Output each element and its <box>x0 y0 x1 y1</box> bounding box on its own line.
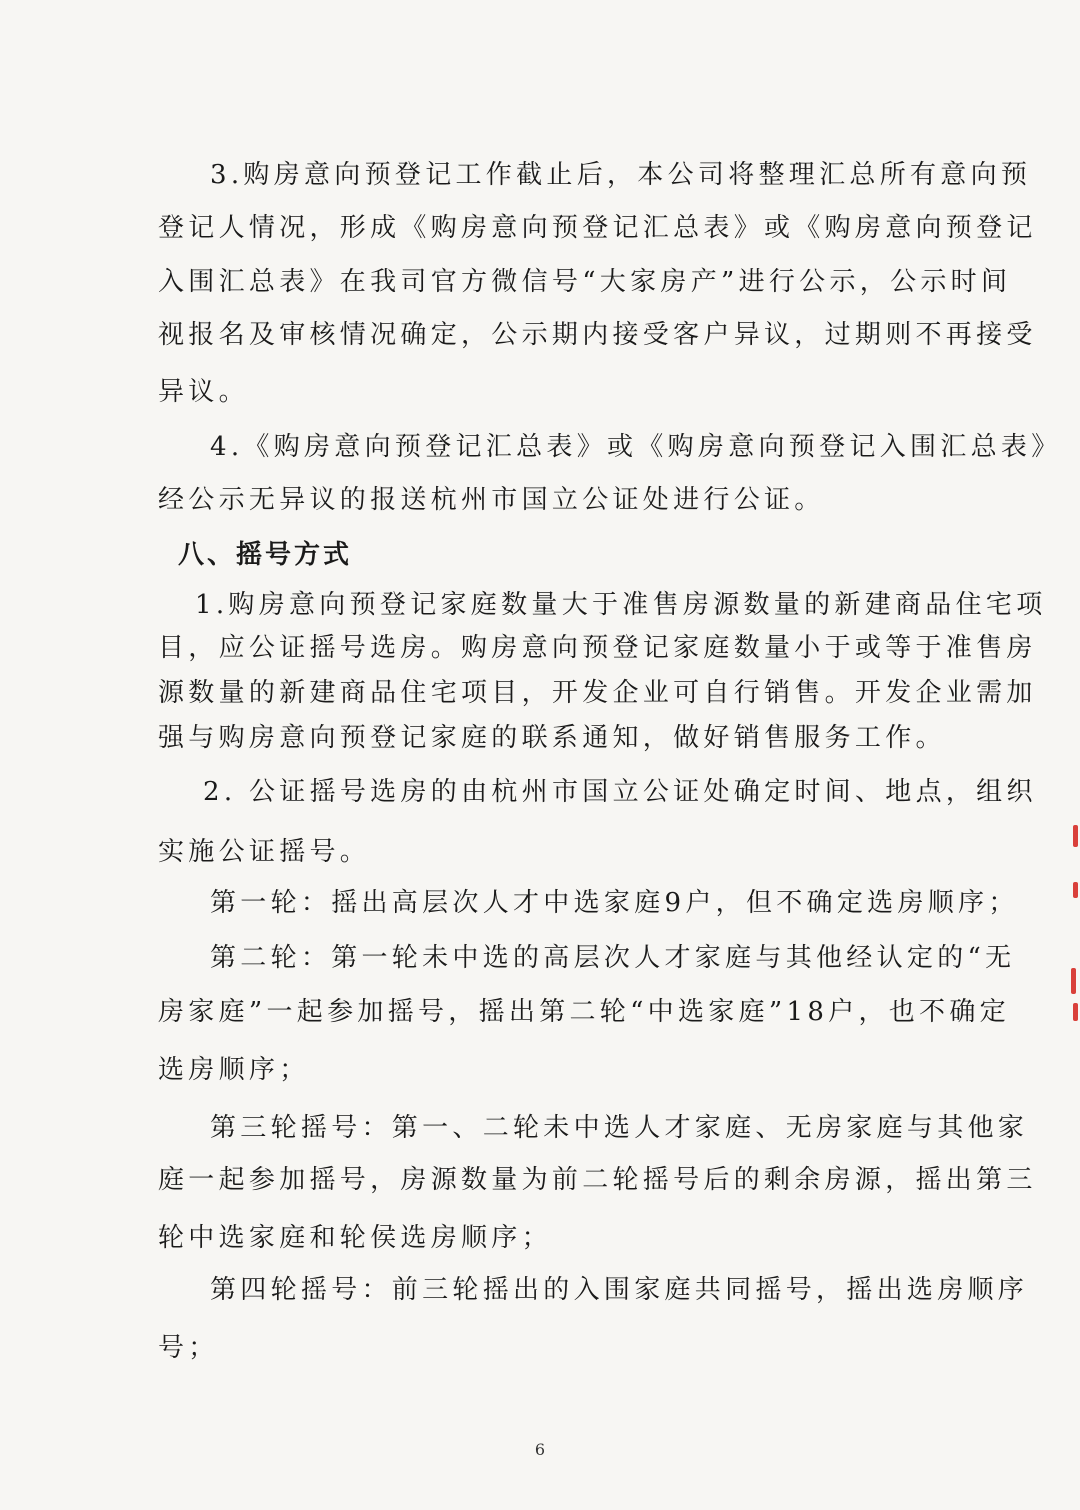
paragraph-4-line-1: 4.《购房意向预登记汇总表》或《购房意向预登记入围汇总表》 <box>210 432 1062 462</box>
round-3-line-3: 轮中选家庭和轮侯选房顺序； <box>158 1223 552 1253</box>
page-number: 6 <box>534 1440 546 1459</box>
round-2-line-1: 第二轮：第一轮未中选的高层次人才家庭与其他经认定的“无 <box>210 943 1016 973</box>
paragraph-4-line-2: 经公示无异议的报送杭州市国立公证处进行公证。 <box>158 485 825 515</box>
round-2-line-3: 选房顺序； <box>158 1055 310 1085</box>
edge-red-mark <box>1071 968 1076 994</box>
edge-red-mark <box>1073 1003 1078 1021</box>
section-heading: 八、摇号方式 <box>178 540 353 570</box>
round-3-line-2: 庭一起参加摇号，房源数量为前二轮摇号后的剩余房源，摇出第三 <box>158 1165 1037 1195</box>
paragraph-3-line-4: 视报名及审核情况确定，公示期内接受客户异议，过期则不再接受 <box>158 320 1037 350</box>
item-1-line-3: 源数量的新建商品住宅项目，开发企业可自行销售。开发企业需加 <box>158 678 1037 708</box>
edge-red-mark <box>1073 825 1078 847</box>
round-4-line-1: 第四轮摇号：前三轮摇出的入围家庭共同摇号，摇出选房顺序 <box>210 1275 1029 1305</box>
paragraph-3-line-5: 异议。 <box>158 377 249 407</box>
item-1-line-1: 1.购房意向预登记家庭数量大于准售房源数量的新建商品住宅项 <box>195 590 1047 620</box>
paragraph-3-line-1: 3.购房意向预登记工作截止后，本公司将整理汇总所有意向预 <box>210 160 1032 190</box>
paragraph-3-line-2: 登记人情况，形成《购房意向预登记汇总表》或《购房意向预登记 <box>158 213 1037 243</box>
round-2-line-2: 房家庭”一起参加摇号，摇出第二轮“中选家庭”18户，也不确定 <box>158 997 1010 1027</box>
item-2-line-1: 2. 公证摇号选房的由杭州市国立公证处确定时间、地点，组织 <box>203 777 1037 807</box>
round-3-line-1: 第三轮摇号：第一、二轮未中选人才家庭、无房家庭与其他家 <box>210 1113 1029 1143</box>
round-4-line-2: 号； <box>158 1333 219 1363</box>
item-1-line-4: 强与购房意向预登记家庭的联系通知，做好销售服务工作。 <box>158 723 946 753</box>
edge-red-mark <box>1073 882 1078 898</box>
item-1-line-2: 目，应公证摇号选房。购房意向预登记家庭数量小于或等于准售房 <box>158 633 1037 663</box>
paragraph-3-line-3: 入围汇总表》在我司官方微信号“大家房产”进行公示，公示时间 <box>158 267 1012 297</box>
round-1-line: 第一轮：摇出高层次人才中选家庭9户，但不确定选房顺序； <box>210 888 1019 918</box>
item-2-line-2: 实施公证摇号。 <box>158 837 371 867</box>
